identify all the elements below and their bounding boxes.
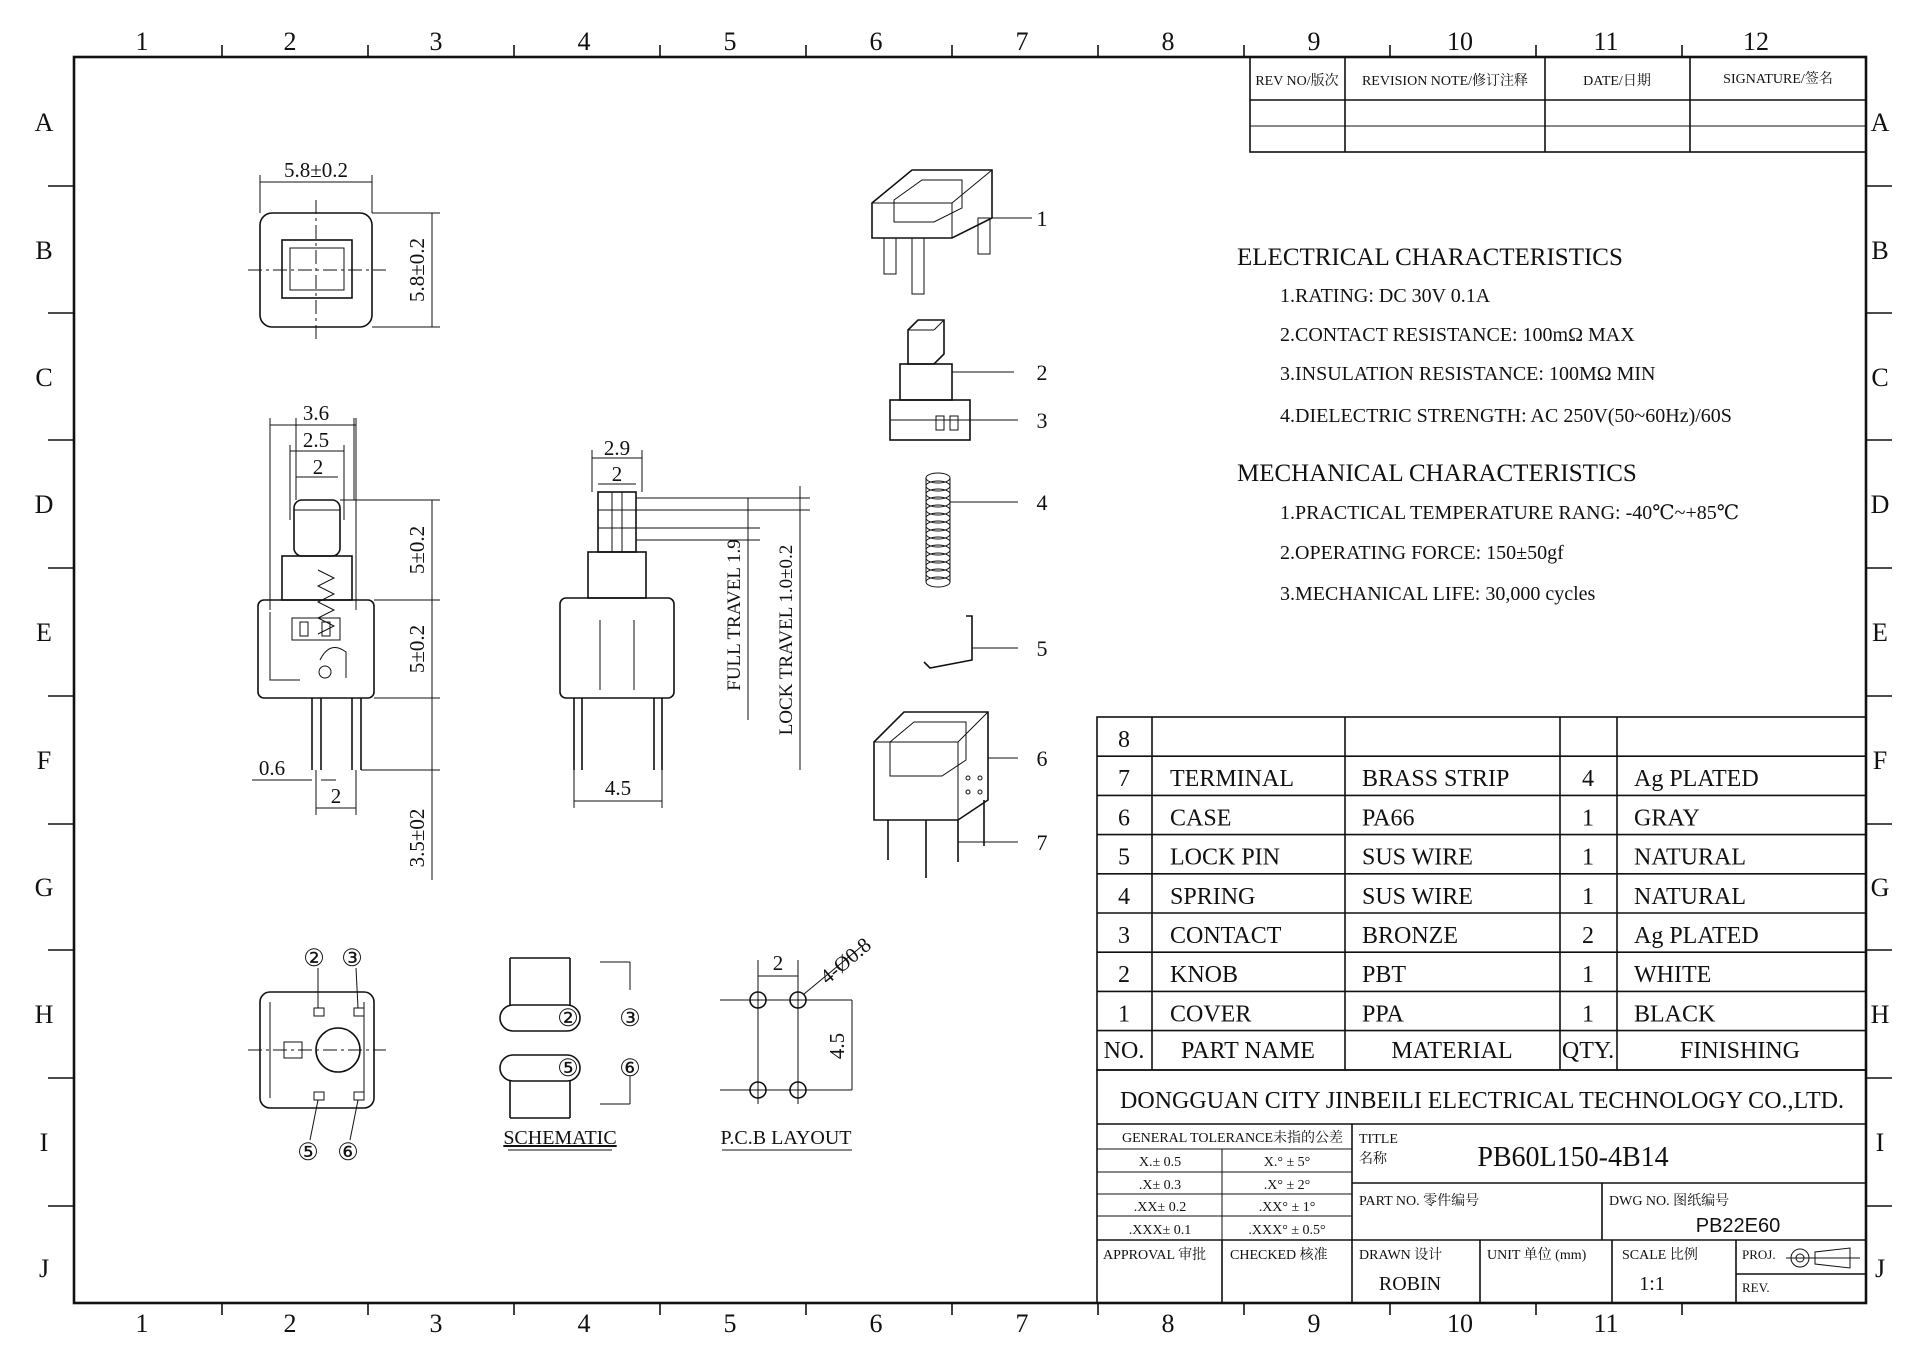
grid-row-label: G xyxy=(1870,873,1890,902)
balloon-4: 4 xyxy=(1036,490,1048,515)
grid-column-labels-top xyxy=(136,27,1770,57)
grid-row-label: G xyxy=(34,873,54,902)
lock-pin-part xyxy=(924,616,972,668)
electrical-item: 4.DIELECTRIC STRENGTH: AC 250V(50~60Hz)/60S xyxy=(1280,405,1732,427)
grid-col-label: 10 xyxy=(1447,27,1473,56)
tolerance-angular: .XX° ± 1° xyxy=(1258,1200,1316,1215)
bom-part-name: COVER xyxy=(1170,1001,1252,1028)
grid-col-label: 1 xyxy=(135,27,149,56)
dim-front-body-height: 5±0.2 xyxy=(405,624,429,674)
grid-col-label: 8 xyxy=(1161,1309,1175,1338)
balloon-1: 1 xyxy=(1036,206,1048,231)
third-angle-projection-icon xyxy=(1786,1248,1860,1268)
electrical-title: ELECTRICAL CHARACTERISTICS xyxy=(1237,244,1623,271)
electrical-characteristics xyxy=(1237,244,1732,427)
bom-part-name: CASE xyxy=(1170,805,1232,832)
dim-front-leg-length: 3.5±02 xyxy=(405,808,429,868)
grid-row-label: A xyxy=(1870,108,1890,137)
grid-col-label: 12 xyxy=(1743,27,1769,56)
revision-note-header: REVISION NOTE/修订注释 xyxy=(1361,74,1529,89)
schematic-pin-5: ⑤ xyxy=(557,1056,579,1082)
bom-row xyxy=(1118,962,1711,988)
dim-side-4-5: 4.5 xyxy=(604,776,632,800)
bom-material: SUS WIRE xyxy=(1362,844,1473,871)
bom-qty: 4 xyxy=(1582,766,1594,793)
grid-col-label: 7 xyxy=(1015,27,1029,56)
schematic-pin-3: ③ xyxy=(619,1006,641,1032)
grid-row-label: C xyxy=(1871,363,1889,392)
bom-header-no: NO. xyxy=(1103,1038,1145,1064)
bom-table xyxy=(1097,717,1866,1070)
electrical-item: 1.RATING: DC 30V 0.1A xyxy=(1280,285,1491,307)
drawn-value: ROBIN xyxy=(1378,1273,1442,1295)
revision-table xyxy=(1250,57,1866,152)
schematic-pin-2: ② xyxy=(557,1006,579,1032)
grid-row-label: H xyxy=(34,1000,54,1029)
mechanical-item: 3.MECHANICAL LIFE: 30,000 cycles xyxy=(1280,583,1596,605)
bom-row xyxy=(1118,923,1759,949)
bom-no: 3 xyxy=(1118,923,1130,949)
balloon-5: 5 xyxy=(1036,636,1048,661)
grid-col-label: 6 xyxy=(869,1309,883,1338)
title-label: TITLE xyxy=(1359,1132,1398,1147)
grid-row-labels-left xyxy=(35,108,74,1283)
grid-row-label: B xyxy=(35,236,53,265)
spring-part xyxy=(926,473,950,587)
dwg-no-value: PB22E60 xyxy=(1695,1215,1781,1237)
grid-row-label: H xyxy=(1870,1000,1890,1029)
mechanical-title: MECHANICAL CHARACTERISTICS xyxy=(1237,460,1637,487)
bom-qty: 2 xyxy=(1582,923,1594,949)
scale-value: 1:1 xyxy=(1639,1273,1665,1295)
grid-row-labels-right xyxy=(1866,108,1892,1283)
pin-2-label: ② xyxy=(303,946,325,972)
balloon-3: 3 xyxy=(1036,408,1048,433)
bom-part-name: KNOB xyxy=(1170,962,1239,989)
bom-finishing: BLACK xyxy=(1634,1001,1716,1028)
bom-no: 4 xyxy=(1118,883,1130,910)
bom-part-name: TERMINAL xyxy=(1170,766,1294,793)
bom-finishing: WHITE xyxy=(1634,962,1712,989)
dim-front-leg-pitch: 2 xyxy=(330,784,342,808)
scale-label: SCALE 比例 xyxy=(1622,1248,1698,1263)
bom-finishing: NATURAL xyxy=(1634,883,1746,910)
tolerance-angular: .XXX° ± 0.5° xyxy=(1248,1223,1326,1238)
grid-col-label: 1 xyxy=(135,1309,149,1338)
grid-row-label: F xyxy=(36,746,52,775)
grid-row-label: A xyxy=(34,108,54,137)
signature-header: SIGNATURE/签名 xyxy=(1723,72,1833,87)
mechanical-item: 2.OPERATING FORCE: 150±50gf xyxy=(1280,542,1564,564)
pcb-layout xyxy=(720,933,876,1150)
dwg-no-label: DWG NO. 图纸编号 xyxy=(1609,1194,1730,1209)
grid-col-label: 10 xyxy=(1447,1309,1473,1338)
bom-part-name: SPRING xyxy=(1170,883,1256,910)
grid-col-label: 3 xyxy=(429,27,443,56)
bom-qty: 1 xyxy=(1582,1001,1594,1028)
grid-col-label: 9 xyxy=(1307,1309,1321,1338)
pin-5-label: ⑤ xyxy=(297,1140,319,1166)
dim-front-knob-height: 5±0.2 xyxy=(405,525,429,575)
case-part xyxy=(874,712,988,878)
bom-row xyxy=(1118,727,1130,753)
grid-column-labels-bottom xyxy=(136,1303,1683,1338)
grid-row-label: D xyxy=(1870,490,1890,519)
bom-qty: 1 xyxy=(1582,883,1594,910)
company-name: DONGGUAN CITY JINBEILI ELECTRICAL TECHNOLOGY CO.,LTD. xyxy=(1120,1088,1844,1114)
dim-front-2-5: 2.5 xyxy=(302,428,330,452)
grid-row-label: I xyxy=(1875,1128,1885,1157)
bom-material: PBT xyxy=(1362,962,1407,989)
bom-material: BRONZE xyxy=(1362,923,1458,949)
mechanical-item: 1.PRACTICAL TEMPERATURE RANG: -40℃~+85℃ xyxy=(1280,502,1740,524)
balloon-6: 6 xyxy=(1036,746,1048,771)
grid-row-label: E xyxy=(1872,618,1888,647)
grid-col-label: 11 xyxy=(1593,1309,1619,1338)
bom-material: BRASS STRIP xyxy=(1362,766,1510,793)
bom-header-finishing: FINISHING xyxy=(1680,1038,1800,1064)
tolerance-angular: .X° ± 2° xyxy=(1263,1178,1311,1193)
tolerance-title: GENERAL TOLERANCE未指的公差 xyxy=(1122,1131,1344,1146)
checked-label: CHECKED 核准 xyxy=(1230,1248,1328,1263)
bom-qty: 1 xyxy=(1582,844,1594,871)
side-view xyxy=(560,436,810,808)
bom-qty: 1 xyxy=(1582,962,1594,989)
grid-row-label: F xyxy=(1872,746,1888,775)
dim-side-2: 2 xyxy=(611,462,623,486)
grid-row-label: J xyxy=(38,1254,50,1283)
tolerance-linear: X.± 0.5 xyxy=(1138,1155,1182,1170)
pcb-dim-hole: 4-Ø0.8 xyxy=(815,932,876,989)
bom-no: 6 xyxy=(1118,805,1130,832)
bom-no: 1 xyxy=(1118,1001,1130,1028)
bom-finishing: Ag PLATED xyxy=(1634,766,1759,793)
grid-row-label: C xyxy=(35,363,53,392)
pin-6-label: ⑥ xyxy=(337,1140,359,1166)
tolerance-linear: .X± 0.3 xyxy=(1138,1178,1182,1193)
bottom-view xyxy=(248,946,386,1166)
bom-qty: 1 xyxy=(1582,805,1594,832)
pcb-dim-4-5: 4.5 xyxy=(825,1032,849,1060)
date-header: DATE/日期 xyxy=(1583,74,1651,89)
tolerance-linear: .XXX± 0.1 xyxy=(1128,1223,1192,1238)
schematic xyxy=(500,958,641,1150)
dim-top-width: 5.8±0.2 xyxy=(283,158,349,182)
grid-col-label: 2 xyxy=(283,1309,297,1338)
pcb-dim-2: 2 xyxy=(772,951,784,975)
grid-col-label: 5 xyxy=(723,27,737,56)
dim-top-height: 5.8±0.2 xyxy=(405,237,429,303)
front-view xyxy=(252,401,440,880)
grid-col-label: 7 xyxy=(1015,1309,1029,1338)
balloon-2: 2 xyxy=(1036,360,1048,385)
pin-3-label: ③ xyxy=(341,946,363,972)
grid-col-label: 4 xyxy=(577,27,591,56)
knob-part xyxy=(890,320,970,440)
grid-row-label: E xyxy=(36,618,52,647)
bom-row xyxy=(1118,845,1746,871)
bom-no: 7 xyxy=(1118,766,1130,793)
proj-label: PROJ. xyxy=(1742,1247,1776,1262)
bom-material: PPA xyxy=(1362,1001,1404,1028)
dim-front-leg-width: 0.6 xyxy=(258,756,286,780)
unit-label: UNIT 单位 (mm) xyxy=(1487,1248,1587,1263)
bom-no: 5 xyxy=(1118,844,1130,871)
grid-row-label: B xyxy=(1871,236,1889,265)
bom-header-part-name: PART NAME xyxy=(1181,1038,1315,1064)
bom-header-material: MATERIAL xyxy=(1391,1038,1513,1064)
dim-front-2: 2 xyxy=(312,455,324,479)
bom-no: 2 xyxy=(1118,962,1130,989)
bom-material: PA66 xyxy=(1362,805,1415,832)
drawing-title: PB60L150-4B14 xyxy=(1477,1142,1669,1173)
bom-row xyxy=(1118,766,1759,792)
grid-col-label: 11 xyxy=(1593,27,1619,56)
balloon-7: 7 xyxy=(1036,830,1048,855)
full-travel-dim: FULL TRAVEL 1.9 xyxy=(724,539,745,691)
tolerance-angular: X.° ± 5° xyxy=(1263,1155,1311,1170)
drawn-label: DRAWN 设计 xyxy=(1359,1248,1443,1263)
cover-part xyxy=(872,170,992,294)
electrical-item: 3.INSULATION RESISTANCE: 100MΩ MIN xyxy=(1280,363,1656,385)
approval-label: APPROVAL 审批 xyxy=(1103,1248,1207,1263)
title-block xyxy=(1097,1070,1866,1303)
lock-travel-dim: LOCK TRAVEL 1.0±0.2 xyxy=(776,544,797,736)
grid-col-label: 8 xyxy=(1161,27,1175,56)
rev-label: REV. xyxy=(1742,1280,1770,1295)
grid-col-label: 3 xyxy=(429,1309,443,1338)
grid-col-label: 6 xyxy=(869,27,883,56)
grid-col-label: 5 xyxy=(723,1309,737,1338)
bom-row xyxy=(1118,1001,1716,1027)
bom-material: SUS WIRE xyxy=(1362,883,1473,910)
grid-row-label: I xyxy=(39,1128,49,1157)
pcb-layout-label: P.C.B LAYOUT xyxy=(720,1127,852,1149)
bom-row xyxy=(1118,884,1746,910)
grid-col-label: 9 xyxy=(1307,27,1321,56)
bom-finishing: GRAY xyxy=(1634,805,1700,832)
electrical-item: 2.CONTACT RESISTANCE: 100mΩ MAX xyxy=(1280,324,1635,346)
title-label-cn: 名称 xyxy=(1359,1152,1387,1167)
dim-front-3-6: 3.6 xyxy=(302,401,330,425)
part-no-label: PART NO. 零件编号 xyxy=(1359,1194,1480,1209)
bom-finishing: NATURAL xyxy=(1634,844,1746,871)
schematic-pin-6: ⑥ xyxy=(619,1056,641,1082)
exploded-view xyxy=(872,170,1048,878)
bom-finishing: Ag PLATED xyxy=(1634,923,1759,949)
schematic-label: SCHEMATIC xyxy=(503,1127,617,1149)
bom-part-name: CONTACT xyxy=(1170,923,1282,949)
top-view xyxy=(248,158,440,340)
tolerance-linear: .XX± 0.2 xyxy=(1133,1200,1187,1215)
rev-no-header: REV NO/版次 xyxy=(1255,74,1339,89)
bom-row xyxy=(1118,805,1700,831)
grid-col-label: 4 xyxy=(577,1309,591,1338)
bom-no: 8 xyxy=(1118,727,1130,753)
grid-col-label: 2 xyxy=(283,27,297,56)
grid-row-label: D xyxy=(34,490,54,519)
dim-side-2-9: 2.9 xyxy=(603,436,631,460)
mechanical-characteristics xyxy=(1237,460,1739,605)
grid-row-label: J xyxy=(1874,1254,1886,1283)
bom-part-name: LOCK PIN xyxy=(1170,844,1281,871)
bom-header-qty: QTY. xyxy=(1561,1038,1615,1064)
